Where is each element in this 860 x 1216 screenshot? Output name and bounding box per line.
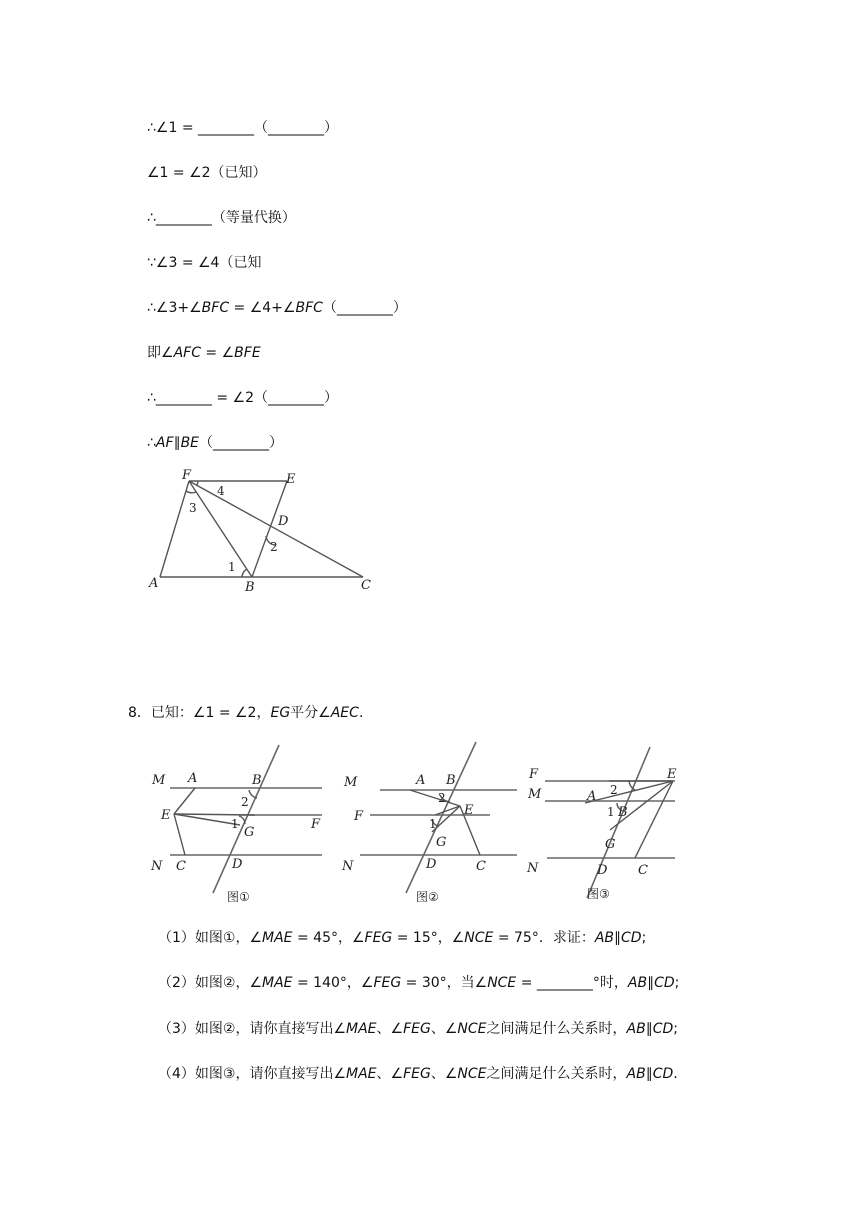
text-segment: = 15°，∠ bbox=[392, 930, 465, 946]
angle-1: 1 bbox=[429, 817, 437, 831]
text-segment: AB bbox=[627, 975, 648, 991]
text-segment: ∥ bbox=[645, 1066, 653, 1082]
text-segment: 、∠ bbox=[376, 1021, 404, 1037]
text-segment: （ bbox=[254, 120, 268, 136]
text-segment: ∥ bbox=[614, 930, 622, 946]
text-segment: 之间满足什么关系时， bbox=[486, 1066, 627, 1082]
label-A: A bbox=[587, 789, 597, 804]
label-G: G bbox=[244, 825, 255, 840]
label-F: F bbox=[354, 809, 364, 824]
text-segment: ） bbox=[392, 300, 407, 316]
label-C: C bbox=[361, 578, 371, 593]
proof-line-7 bbox=[147, 389, 338, 407]
label-B: B bbox=[446, 773, 456, 788]
text-segment: ________ bbox=[213, 435, 270, 451]
angle-3: 3 bbox=[189, 501, 197, 515]
question-2 bbox=[158, 974, 679, 992]
text-segment: MAE bbox=[262, 930, 293, 946]
text-segment: BE bbox=[180, 435, 200, 451]
angle-2: 2 bbox=[438, 791, 446, 805]
label-F: F bbox=[529, 767, 539, 782]
text-segment: 、∠ bbox=[430, 1066, 458, 1082]
angle-4: 4 bbox=[217, 484, 225, 498]
text-segment: 8．已知：∠1 = ∠2， bbox=[128, 705, 271, 721]
text-segment: MAE bbox=[346, 1066, 377, 1082]
question-1 bbox=[158, 929, 646, 947]
label-D: D bbox=[597, 863, 608, 878]
text-segment: ; bbox=[641, 930, 647, 946]
text-segment: = 75°．求证： bbox=[493, 930, 595, 946]
angle-2: 2 bbox=[241, 795, 249, 809]
text-segment: ∴ bbox=[147, 390, 156, 406]
text-segment: （2）如图②，∠ bbox=[158, 975, 263, 991]
label-E: E bbox=[464, 803, 474, 818]
figure-8-1 bbox=[145, 740, 325, 910]
text-segment: AB bbox=[626, 1066, 646, 1082]
text-segment: 即∠ bbox=[147, 345, 174, 361]
figure-8-2 bbox=[340, 740, 520, 910]
text-segment: ________ bbox=[155, 210, 212, 226]
text-segment: ________ bbox=[268, 390, 325, 406]
text-segment: . bbox=[358, 705, 364, 721]
label-N: N bbox=[342, 859, 354, 874]
label-B: B bbox=[252, 773, 262, 788]
proof-line-3 bbox=[147, 209, 296, 227]
text-segment: NCE bbox=[457, 1021, 487, 1037]
proof-line-6 bbox=[147, 344, 261, 362]
label-M: M bbox=[528, 787, 542, 802]
text-segment: FEG bbox=[364, 930, 393, 946]
text-segment: AEC bbox=[330, 705, 359, 721]
text-segment: FEG bbox=[403, 1066, 431, 1082]
text-segment: ∥ bbox=[647, 975, 655, 991]
text-segment: ________ bbox=[198, 120, 254, 136]
proof-line-2 bbox=[147, 164, 267, 182]
text-segment: ∥ bbox=[645, 1021, 653, 1037]
text-segment: AFC bbox=[173, 345, 201, 361]
label-C: C bbox=[476, 859, 486, 874]
text-segment: AF bbox=[155, 435, 174, 451]
angle-2: 2 bbox=[270, 540, 278, 554]
text-segment: AB bbox=[594, 930, 615, 946]
text-segment: 之间满足什么关系时， bbox=[486, 1021, 627, 1037]
question-4 bbox=[158, 1065, 678, 1083]
text-segment: ） bbox=[324, 120, 338, 136]
text-segment: ∴ bbox=[147, 435, 156, 451]
figure-8-3 bbox=[525, 738, 705, 908]
text-segment: CD bbox=[652, 1066, 674, 1082]
label-D: D bbox=[278, 514, 289, 529]
text-segment: = ∠4+∠ bbox=[229, 300, 296, 316]
text-segment: （4）如图③，请你直接写出∠ bbox=[158, 1066, 347, 1082]
text-segment: NCE bbox=[464, 930, 494, 946]
label-N: N bbox=[151, 859, 163, 874]
text-segment: NCE bbox=[487, 975, 517, 991]
label-C: C bbox=[176, 859, 186, 874]
label-N: N bbox=[527, 861, 539, 876]
proof-line-4 bbox=[147, 254, 261, 272]
label-B: B bbox=[618, 805, 628, 820]
text-segment: ; bbox=[673, 1021, 678, 1037]
text-segment: 平分∠ bbox=[290, 705, 331, 721]
text-segment: MAE bbox=[262, 975, 293, 991]
text-segment: EG bbox=[270, 705, 291, 721]
text-segment: 、∠ bbox=[430, 1021, 458, 1037]
text-segment: BFC bbox=[295, 300, 323, 316]
text-segment: BFE bbox=[234, 345, 261, 361]
label-C: C bbox=[638, 863, 648, 878]
text-segment: FEG bbox=[373, 975, 402, 991]
text-segment: °时， bbox=[592, 975, 628, 991]
text-segment: . bbox=[673, 1066, 678, 1082]
text-segment: ∥ bbox=[173, 435, 181, 451]
proof-figure bbox=[145, 465, 385, 600]
figure-caption: 图② bbox=[416, 890, 439, 904]
label-B: B bbox=[245, 580, 255, 595]
text-segment: ; bbox=[674, 975, 680, 991]
proof-line-1 bbox=[147, 119, 338, 137]
text-segment: ∴∠3+∠ bbox=[147, 300, 202, 316]
text-segment: ） bbox=[269, 435, 284, 451]
text-segment: AB bbox=[626, 1021, 646, 1037]
angle-1: 1 bbox=[228, 560, 236, 574]
text-segment: FEG bbox=[403, 1021, 431, 1037]
text-segment: ________ bbox=[268, 120, 324, 136]
text-segment: （ bbox=[199, 435, 214, 451]
text-segment: MAE bbox=[346, 1021, 377, 1037]
text-segment: NCE bbox=[457, 1066, 487, 1082]
label-F: F bbox=[311, 817, 321, 832]
text-segment: （等量代换） bbox=[211, 210, 296, 226]
label-D: D bbox=[232, 857, 243, 872]
text-segment: ∵∠3 = ∠4（已知 bbox=[147, 255, 262, 271]
label-A: A bbox=[416, 773, 426, 788]
text-segment: CD bbox=[652, 1021, 674, 1037]
text-segment: = ∠2（ bbox=[211, 390, 269, 406]
label-F: F bbox=[182, 468, 192, 483]
figure-caption: 图① bbox=[227, 890, 250, 904]
text-segment: = bbox=[516, 975, 537, 991]
angle-1: 1 bbox=[231, 817, 239, 831]
label-E: E bbox=[286, 472, 296, 487]
text-segment: BFC bbox=[201, 300, 230, 316]
text-segment: ________ bbox=[336, 300, 393, 316]
label-G: G bbox=[436, 835, 447, 850]
figure-caption: 图③ bbox=[587, 887, 610, 901]
text-segment: CD bbox=[621, 930, 642, 946]
text-segment: ________ bbox=[536, 975, 593, 991]
proof-line-8 bbox=[147, 434, 283, 452]
text-segment: = 45°，∠ bbox=[292, 930, 365, 946]
label-M: M bbox=[344, 775, 358, 790]
label-E: E bbox=[161, 808, 171, 823]
text-segment: ∠1 = ∠2（已知） bbox=[147, 165, 267, 181]
text-segment: （ bbox=[322, 300, 337, 316]
angle-2: 2 bbox=[610, 783, 618, 797]
text-segment: ∴ bbox=[147, 210, 156, 226]
proof-line-5 bbox=[147, 299, 407, 317]
label-E: E bbox=[667, 767, 677, 782]
text-segment: = 140°，∠ bbox=[292, 975, 374, 991]
label-D: D bbox=[426, 857, 437, 872]
text-segment: ∴∠1 = bbox=[147, 120, 198, 136]
label-A: A bbox=[149, 576, 159, 591]
label-G: G bbox=[605, 837, 616, 852]
problem-8-statement bbox=[128, 704, 363, 722]
angle-1: 1 bbox=[607, 805, 615, 819]
text-segment: ________ bbox=[155, 390, 212, 406]
question-3 bbox=[158, 1020, 678, 1038]
text-segment: ） bbox=[324, 390, 339, 406]
text-segment: = ∠ bbox=[200, 345, 235, 361]
text-segment: （1）如图①，∠ bbox=[158, 930, 263, 946]
text-segment: （3）如图②，请你直接写出∠ bbox=[158, 1021, 347, 1037]
text-segment: = 30°，当∠ bbox=[401, 975, 488, 991]
text-segment: 、∠ bbox=[376, 1066, 404, 1082]
text-segment: CD bbox=[654, 975, 675, 991]
label-A: A bbox=[188, 771, 198, 786]
label-M: M bbox=[152, 773, 166, 788]
